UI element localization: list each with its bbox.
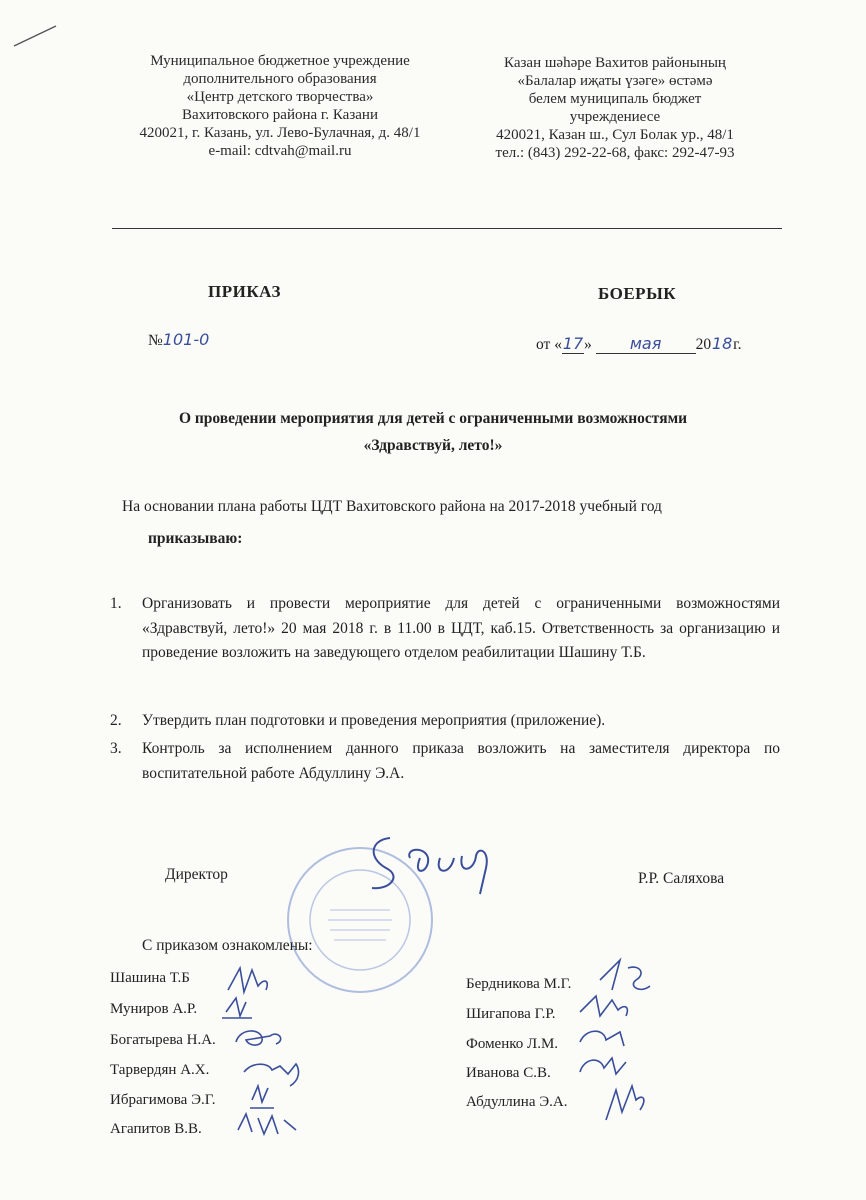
date-year: 18: [711, 334, 733, 353]
order-label-tt: БОЕРЫК: [598, 284, 677, 303]
number-prefix: №: [148, 332, 163, 349]
acquainted-name: Шашина Т.Б: [110, 970, 190, 986]
order-date: [536, 334, 742, 354]
header-right-line: белем муниципаль бюджет: [528, 91, 702, 107]
year-suffix: г.: [733, 336, 742, 353]
acquainted-name: Абдуллина Э.А.: [466, 1094, 568, 1110]
acquainted-label: С приказом ознакомлены:: [142, 937, 313, 954]
basis-text: На основании плана работы ЦДТ Вахитовского района на 2017-2018 учебный год: [122, 498, 662, 515]
header-left-line: дополнительного образования: [183, 71, 377, 87]
order-word: приказываю:: [148, 530, 243, 547]
item-number: 1.: [110, 595, 122, 612]
acquainted-name: Фоменко Л.М.: [466, 1036, 559, 1052]
header-right-line: Казан шәһәре Вахитов районының: [504, 55, 726, 71]
date-day: 17: [562, 334, 584, 353]
order-item: [110, 709, 780, 734]
item-number: 3.: [110, 740, 122, 757]
order-label-ru: ПРИКАЗ: [208, 282, 281, 301]
date-prefix: от «: [536, 336, 562, 353]
staff-signatures: [0, 950, 866, 1150]
date-month: мая: [596, 334, 696, 354]
acquainted-name: Агапитов В.В.: [110, 1121, 202, 1137]
header-left-line: Муниципальное бюджетное учреждение: [150, 53, 410, 69]
subject-line-1: О проведении мероприятия для детей с ограниченными возможностями: [178, 410, 688, 427]
header-left-line: 420021, г. Казань, ул. Лево-Булачная, д. 48/1: [139, 125, 421, 141]
header-right-line: «Балалар иҗаты үзәге» өстәмә: [517, 73, 713, 89]
header-left-line: Вахитовского района г. Казани: [182, 107, 378, 123]
item-text: Контроль за исполнением данного приказа возложить на заместителя директора по воспитательной работе Абдуллину Э.А.: [142, 740, 780, 782]
order-number: [148, 330, 209, 350]
header-right: [460, 54, 770, 162]
director-title: Директор: [165, 866, 228, 883]
number-handwritten: 101-0: [162, 330, 210, 349]
header-left-line: e-mail: cdtvah@mail.ru: [208, 143, 352, 159]
header-divider: [112, 228, 782, 229]
item-number: 2.: [110, 712, 122, 729]
acquainted-name: Богатырева Н.А.: [110, 1032, 216, 1048]
acquainted-name: Иванова С.В.: [466, 1065, 551, 1081]
header-right-line: 420021, Казан ш., Сул Болак ур., 48/1: [496, 127, 734, 143]
acquainted-name: Шигапова Г.Р.: [466, 1006, 556, 1022]
header-right-line: учреждениесе: [569, 109, 661, 125]
header-left: [100, 52, 460, 160]
subject-line-2: «Здравствуй, лето!»: [363, 437, 503, 454]
acquainted-name: Бердникова М.Г.: [466, 976, 572, 992]
header-left-line: «Центр детского творчества»: [186, 89, 374, 105]
order-item: [110, 737, 780, 786]
acquainted-name: Муниров А.Р.: [110, 1001, 198, 1017]
pen-mark: [10, 20, 60, 50]
acquainted-name: Ибрагимова Э.Г.: [110, 1092, 216, 1108]
director-name: Р.Р. Саляхова: [638, 870, 725, 887]
item-text: Утвердить план подготовки и проведения мероприятия (приложение).: [142, 712, 606, 729]
header-right-line: тел.: (843) 292-22-68, факс: 292-47-93: [495, 145, 735, 161]
director-signature: [350, 828, 530, 898]
date-mid: »: [583, 336, 592, 353]
order-item: [110, 592, 780, 666]
acquainted-name: Тарвердян А.Х.: [110, 1062, 210, 1078]
year-prefix: 20: [695, 336, 712, 353]
item-text: Организовать и провести мероприятие для детей с ограниченными возможностями «Здравствуй, лето!» 20 мая 2018 г. в 11.00 в ЦДТ, каб.15. Ответственность за организацию и проведение возложить на заведующего отделом реабилитации Шашину Т.Б.: [142, 595, 780, 661]
